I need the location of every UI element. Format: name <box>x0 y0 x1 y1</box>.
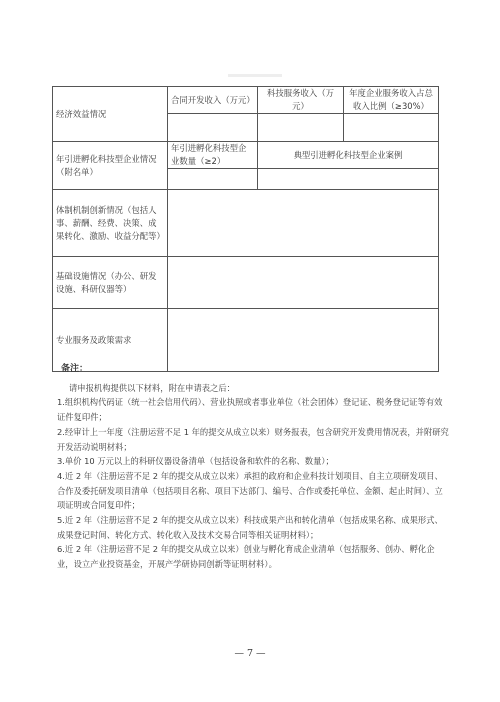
economic-benefit-label: 经济效益情况 <box>53 87 168 142</box>
institutional-innovation-label: 体制机制创新情况（包括人事、薪酬、经费、决策、成果转化、激励、收益分配等） <box>53 190 168 257</box>
institutional-innovation-value[interactable] <box>168 190 439 257</box>
notes-title: 备注： <box>61 364 89 374</box>
service-income-ratio-value[interactable] <box>344 114 439 142</box>
infrastructure-value[interactable] <box>168 257 439 309</box>
contract-dev-income-header: 合同开发收入（万元） <box>168 87 258 114</box>
service-policy-needs-label: 专业服务及政策需求 <box>53 309 168 372</box>
note-item-5: 5.近 2 年（注册运营不足 2 年的提交从成立以来）科技成果产出和转化清单（包括成果名称、成果形式、成果登记时间、转化方式、转化收入及技术交易合同等相关证明材料）； <box>57 515 443 540</box>
typical-case-header: 典型引进孵化科技型企业案例 <box>258 142 439 169</box>
note-item-1: 1.组织机构代码证（统一社会信用代码）、营业执照或者事业单位（社会团体）登记证、税务登记证等有效证件复印件； <box>57 397 443 423</box>
incubated-enterprises-label: 年引进孵化科技型企业情况（附名单） <box>53 142 168 190</box>
note-item-2: 2.经审计上一年度（注册运营不足 1 年的提交从成立以来）财务报表，包含研究开发费用情况表，并附研究开发活动说明材料； <box>57 426 449 452</box>
application-form-table <box>52 86 439 372</box>
typical-case-value[interactable] <box>258 169 439 190</box>
infrastructure-label: 基础设施情况（办公、研发设施、科研仪器等） <box>53 257 168 309</box>
notes-intro: 请申报机构提供以下材料，附在申请表之后： <box>69 382 235 393</box>
page-number: — 7 — <box>234 648 266 659</box>
incubated-count-header: 年引进孵化科技型企业数量（≥2） <box>168 142 258 169</box>
note-item-3: 3.单价 10 万元以上的科研仪器设备清单（包括设备和软件的名称、数量）； <box>57 456 334 467</box>
notes-section <box>57 362 449 572</box>
tech-service-income-value[interactable] <box>258 114 344 142</box>
note-item-4: 4.近 2 年（注册运营不足 2 年的提交从成立以来）承担的政府和企业科技计划项目、自主立项研发项目、合作及委托研发项目清单（包括项目名称、项目下达部门、编号、合作或委托单位、金额、起止时间）、立项证明或合同复印件； <box>57 470 443 511</box>
scan-artifact <box>228 74 282 77</box>
service-income-ratio-header: 年度企业服务收入占总收入比例（≥30%） <box>344 87 439 114</box>
incubated-count-value[interactable] <box>168 169 258 190</box>
contract-dev-income-value[interactable] <box>168 114 258 142</box>
tech-service-income-header: 科技服务收入（万元） <box>258 87 344 114</box>
note-item-6: 6.近 2 年（注册运营不足 2 年的提交从成立以来）创业与孵化育成企业清单（包括服务、创办、孵化企业，设立产业投资基金，开展产学研协同创新等证明材料）。 <box>57 544 435 570</box>
